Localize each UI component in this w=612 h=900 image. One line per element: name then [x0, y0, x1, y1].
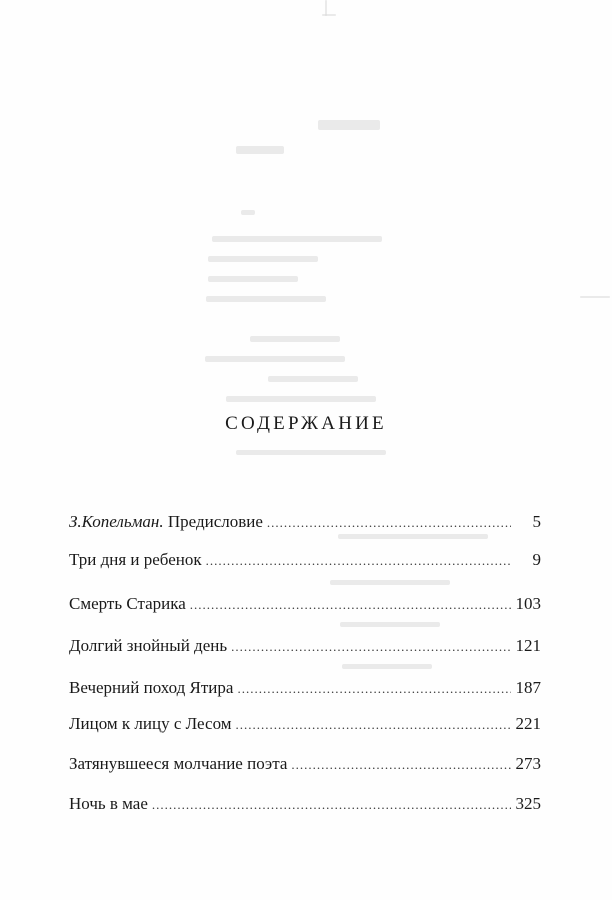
toc-entry-page: 273	[515, 754, 541, 773]
toc-entry-page: 103	[515, 594, 541, 613]
toc-entry-yatir-evening-hike[interactable]	[69, 676, 541, 700]
bleed-through-mark	[236, 450, 386, 455]
bleed-through-mark	[330, 580, 450, 585]
toc-entry-poet-silence[interactable]	[69, 752, 541, 776]
bleed-through-mark	[208, 276, 298, 282]
bleed-through-mark	[325, 0, 327, 16]
toc-entry-page: 5	[532, 512, 541, 531]
toc-entry-label: Ночь в мае	[69, 794, 148, 813]
toc-entry-label: Вечерний поход Ятира	[69, 678, 234, 697]
toc-entry-night-in-may[interactable]	[69, 792, 541, 816]
toc-entry-title	[69, 510, 263, 534]
bleed-through-mark	[580, 296, 610, 298]
dot-leader	[231, 635, 511, 659]
toc-entry-facing-the-forest[interactable]	[69, 712, 541, 736]
toc-entry-preface[interactable]	[69, 510, 541, 534]
toc-entry-page: 9	[532, 550, 541, 569]
bleed-through-mark	[342, 664, 432, 669]
toc-entry-label: Лицом к лицу с Лесом	[69, 714, 232, 733]
bleed-through-mark	[318, 120, 380, 130]
bleed-through-mark	[206, 296, 326, 302]
dot-leader	[237, 677, 511, 701]
bleed-through-mark	[241, 210, 255, 215]
dot-leader	[236, 713, 511, 737]
toc-entry-label: Предисловие	[167, 512, 263, 531]
bleed-through-mark	[226, 396, 376, 402]
toc-entry-label: Затянувшееся молчание поэта	[69, 754, 288, 773]
toc-entry-long-hot-day[interactable]	[69, 634, 541, 658]
dot-leader	[152, 793, 511, 817]
bleed-through-mark	[236, 146, 284, 154]
toc-entry-page: 325	[515, 794, 541, 813]
dot-leader	[291, 753, 511, 777]
dot-leader	[206, 549, 511, 573]
dot-leader	[190, 593, 511, 617]
toc-entry-author: З.Копельман.	[69, 512, 164, 531]
toc-entry-page: 221	[515, 714, 541, 733]
page-title: СОДЕРЖАНИЕ	[225, 413, 387, 434]
toc-entry-page: 187	[515, 678, 541, 697]
dot-leader	[267, 511, 511, 535]
bleed-through-mark	[250, 336, 340, 342]
bleed-through-mark	[205, 356, 345, 362]
bleed-through-mark	[208, 256, 318, 262]
bleed-through-mark	[212, 236, 382, 242]
toc-entry-three-days-and-child[interactable]	[69, 548, 541, 572]
toc-entry-death-of-old-man[interactable]	[69, 592, 541, 616]
toc-entry-label: Три дня и ребенок	[69, 550, 202, 569]
bleed-through-mark	[268, 376, 358, 382]
toc-entry-page: 121	[515, 636, 541, 655]
toc-entry-label: Долгий знойный день	[69, 636, 228, 655]
bleed-through-mark	[340, 622, 440, 627]
toc-entry-label: Смерть Старика	[69, 594, 186, 613]
